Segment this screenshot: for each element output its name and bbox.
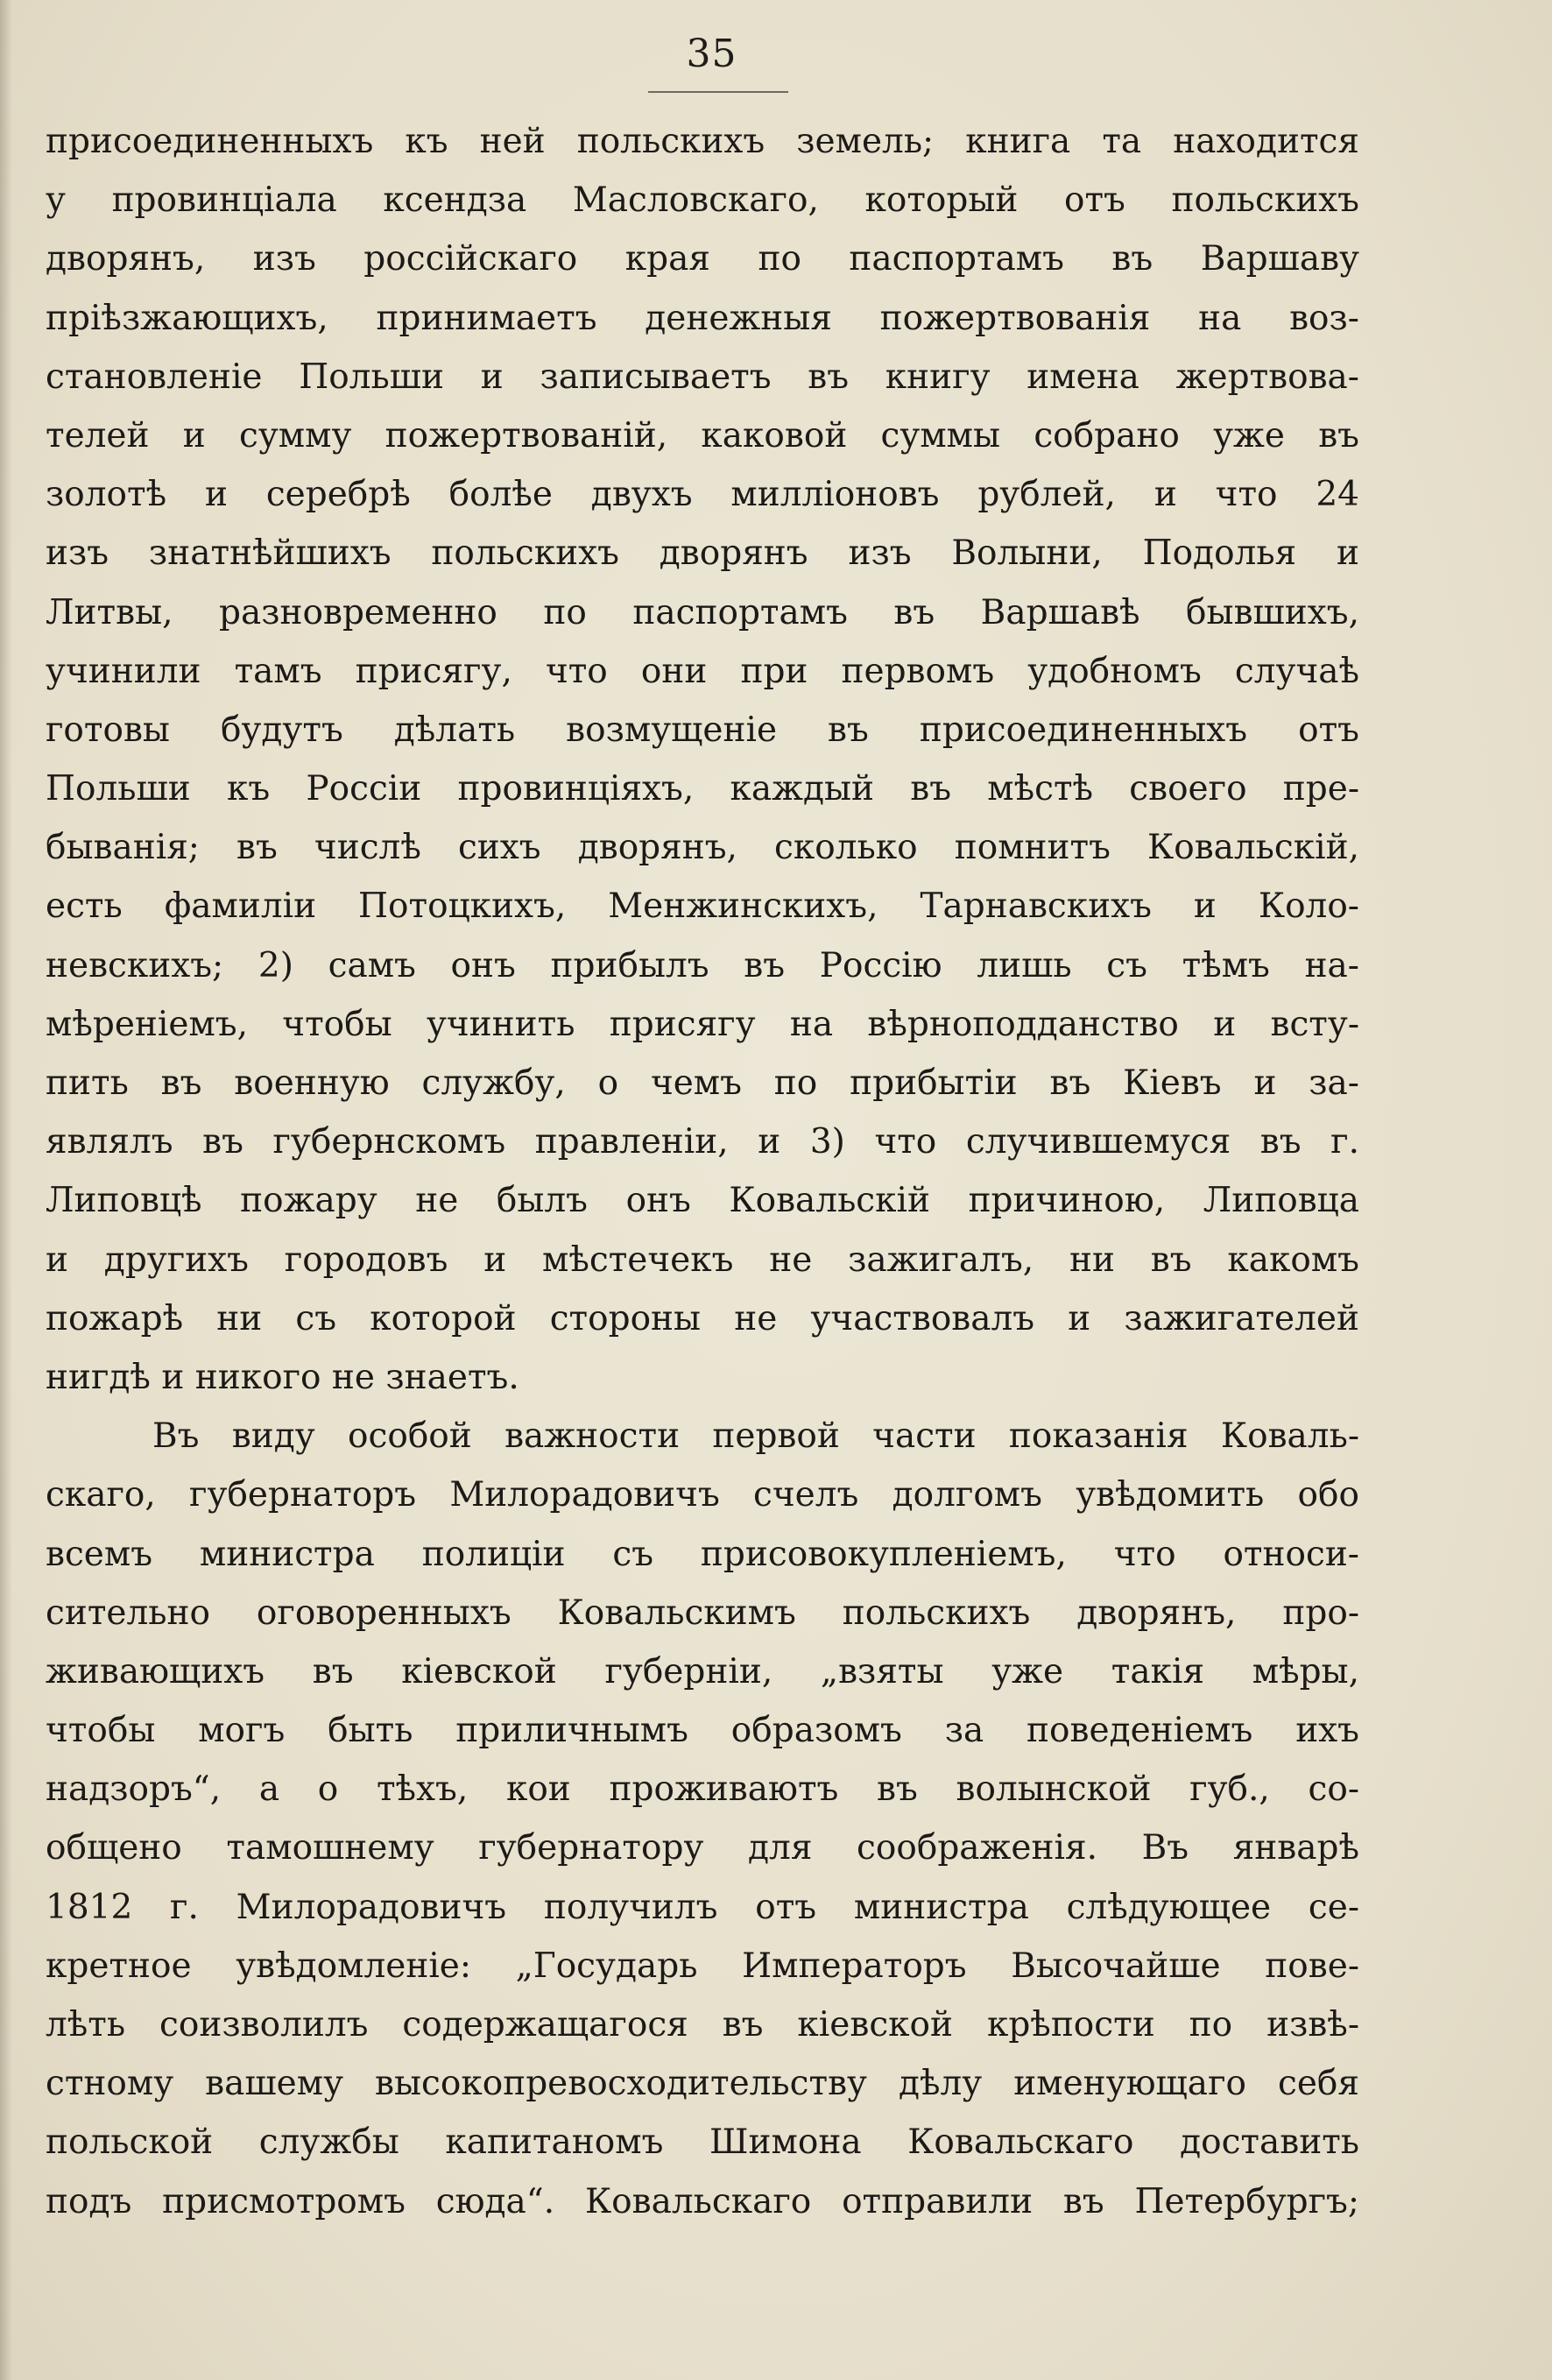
text-line: быванія; въ числѣ сихъ дворянъ, сколько помнитъ Ковальскій, xyxy=(46,828,1359,868)
text-line: дворянъ, изъ россійскаго края по паспортамъ въ Варшаву xyxy=(46,239,1359,279)
text-line: пожарѣ ни съ которой стороны не участвовалъ и зажигателей xyxy=(46,1298,1359,1338)
text-line: телей и сумму пожертвованій, каковой суммы собрано уже въ xyxy=(46,415,1359,456)
page-number-rule xyxy=(648,91,788,93)
text-line: готовы будутъ дѣлать возмущеніе въ присоединенныхъ отъ xyxy=(46,710,1359,750)
paragraph-start-line: Въ виду особой важности первой части показанія Коваль- xyxy=(152,1416,1359,1457)
text-line: надзоръ“, а о тѣхъ, кои проживаютъ въ волынской губ., со- xyxy=(46,1769,1359,1810)
text-line: и другихъ городовъ и мѣстечекъ не зажигалъ, ни въ какомъ xyxy=(46,1239,1359,1280)
text-line: кретное увѣдомленіе: „Государь Императоръ Высочайше пове- xyxy=(46,1946,1359,1986)
paragraph-end-line: нигдѣ и никого не знаетъ. xyxy=(46,1357,519,1397)
text-line: польской службы капитаномъ Шимона Ковальскаго доставить xyxy=(46,2122,1359,2163)
text-line: скаго, губернаторъ Милорадовичъ счелъ долгомъ увѣдомить обо xyxy=(46,1475,1359,1515)
text-line: сительно оговоренныхъ Ковальскимъ польскихъ дворянъ, про- xyxy=(46,1593,1359,1633)
text-line: общено тамошнему губернатору для соображенія. Въ январѣ xyxy=(46,1828,1359,1868)
text-line: Липовцѣ пожару не былъ онъ Ковальскій причиною, Липовца xyxy=(46,1181,1359,1221)
body-text xyxy=(46,112,1359,2231)
text-line: невскихъ; 2) самъ онъ прибылъ въ Россію лишь съ тѣмъ на- xyxy=(46,945,1359,985)
text-line: учинили тамъ присягу, что они при первомъ удобномъ случаѣ xyxy=(46,651,1359,691)
text-line: стному вашему высокопревосходительству дѣлу именующаго себя xyxy=(46,2064,1359,2104)
text-line: подъ присмотромъ сюда“. Ковальскаго отправили въ Петербургъ; xyxy=(46,2181,1359,2221)
text-line: пить въ военную службу, о чемъ по прибытіи въ Кіевъ и за- xyxy=(46,1063,1359,1103)
text-line: Польши къ Россіи провинціяхъ, каждый въ мѣстѣ своего пре- xyxy=(46,769,1359,809)
text-line: присоединенныхъ къ ней польскихъ земель; книга та находится xyxy=(46,122,1359,161)
text-line: есть фамиліи Потоцкихъ, Менжинскихъ, Тарнавскихъ и Коло- xyxy=(46,886,1359,927)
page-number: 35 xyxy=(686,32,737,76)
text-line: изъ знатнѣйшихъ польскихъ дворянъ изъ Волыни, Подолья и xyxy=(46,533,1359,574)
text-line: становленіе Польши и записываетъ въ книгу имена жертвова- xyxy=(46,357,1359,397)
text-line: Литвы, разновременно по паспортамъ въ Варшавѣ бывшихъ, xyxy=(46,592,1359,632)
text-line: живающихъ въ кіевской губерніи, „взяты уже такія мѣры, xyxy=(46,1651,1359,1691)
text-line: 1812 г. Милорадовичъ получилъ отъ министра слѣдующее се- xyxy=(46,1887,1359,1927)
text-line: мѣреніемъ, чтобы учинить присягу на вѣрноподданство и всту- xyxy=(46,1004,1359,1044)
text-line: чтобы могъ быть приличнымъ образомъ за поведеніемъ ихъ xyxy=(46,1711,1359,1751)
text-line: лѣть соизволилъ содержащагося въ кіевской крѣпости по извѣ- xyxy=(46,2005,1359,2045)
text-line: являлъ въ губернскомъ правленіи, и 3) что случившемуся въ г. xyxy=(46,1122,1359,1162)
text-line: золотѣ и серебрѣ болѣе двухъ милліоновъ рублей, и что 24 xyxy=(46,475,1359,515)
spine-shadow xyxy=(0,0,12,2380)
text-line: всемъ министра полиціи съ присовокупленіемъ, что относи- xyxy=(46,1534,1359,1574)
text-line: пріѣзжающихъ, принимаетъ денежныя пожертвованія на воз- xyxy=(46,298,1359,338)
text-line: у провинціала ксендза Масловскаго, который отъ польскихъ xyxy=(46,180,1359,221)
